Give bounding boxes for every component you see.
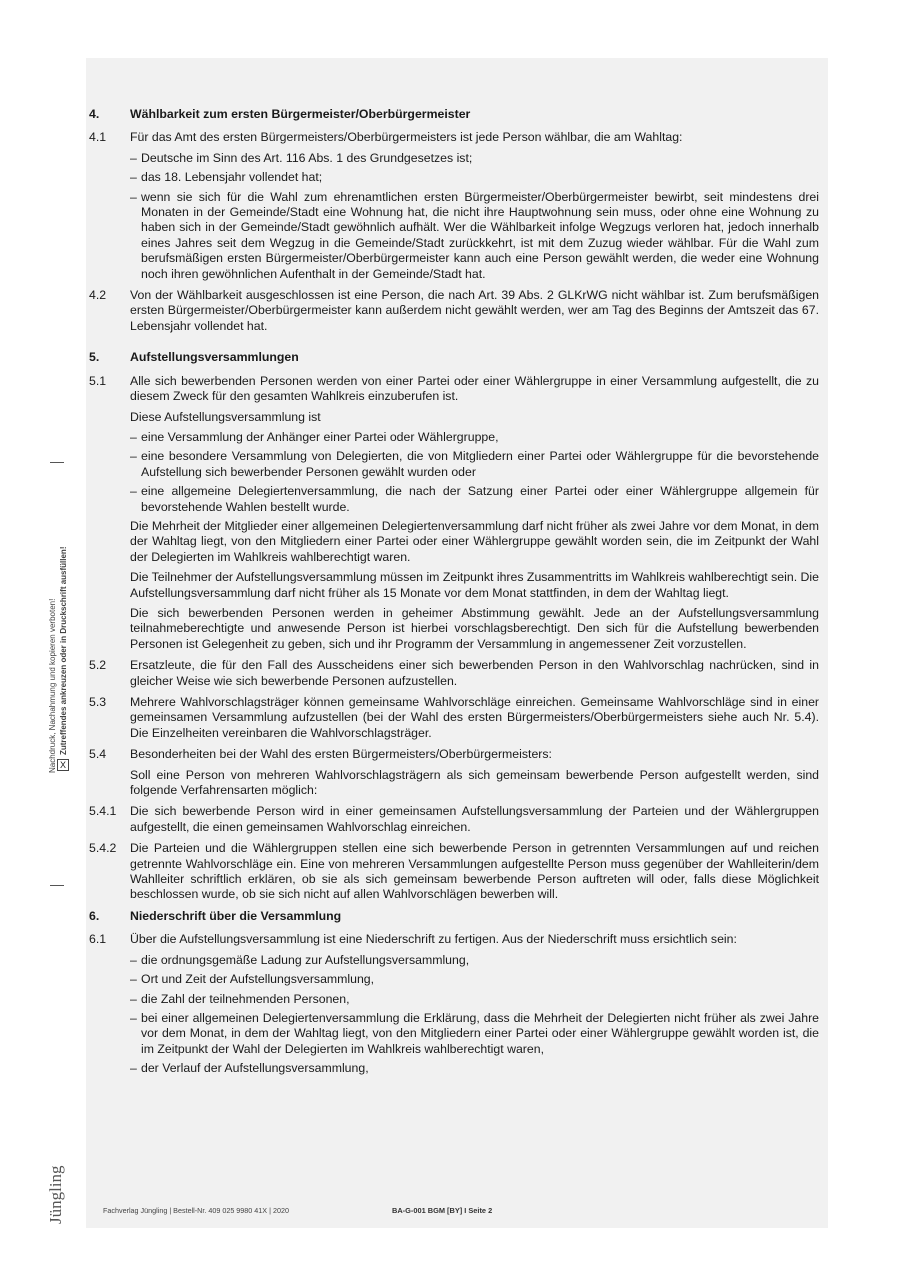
paragraph-5-2	[89, 658, 819, 689]
paragraph-4-1	[89, 130, 819, 282]
section-heading	[89, 107, 819, 122]
footer-publisher: Fachverlag Jüngling | Bestell-Nr. 409 025 9980 41X | 2020	[103, 1206, 289, 1215]
list-item-text: Ort und Zeit der Aufstellungsversammlung,	[141, 972, 375, 987]
section-number: 6.	[89, 908, 100, 923]
paragraph-text: Diese Aufstellungsversammlung ist	[130, 409, 321, 424]
list-item	[130, 170, 819, 185]
section-title: Niederschrift über die Versammlung	[130, 908, 342, 923]
dash: –	[130, 429, 137, 444]
paragraph-text: Die Teilnehmer der Aufstellungsversammlung müssen im Zeitpunkt ihres Zusammentritts im Wahlkreis wahlberechtigt sein. Die Aufstellungsversammlung darf nicht früher als 15 Monate vor dem Monat stattfinden, in dem der Wahltag liegt.	[130, 570, 819, 600]
paragraph-text: Mehrere Wahlvorschlagsträger können gemeinsame Wahlvorschläge einreichen. Gemeinsame Wahlvorschläge sind in einer gemeinsamen Versammlung aufzustellen (bei der Wahl des ersten Bürgermeisters/Oberbürgermeisters siehe auch Nr. 5.4). Die Einzelheiten vereinbaren die Wahlvorschlagsträger.	[130, 695, 819, 740]
list-item-text: Deutsche im Sinn des Art. 116 Abs. 1 des Grundgesetzes ist;	[141, 150, 473, 165]
paragraph-5-3	[89, 695, 819, 741]
paragraph-number: 4.1	[89, 130, 107, 145]
paragraph-5-4-1	[89, 804, 819, 835]
paragraph-number: 4.2	[89, 288, 107, 303]
list-item-text: die Zahl der teilnehmenden Personen,	[141, 991, 350, 1006]
dash: –	[130, 150, 137, 165]
paragraph-number: 5.2	[89, 658, 107, 673]
list-item	[130, 449, 819, 480]
paragraph-text: Über die Aufstellungsversammlung ist eine Niederschrift zu fertigen. Aus der Niederschrift muss ersichtlich sein:	[130, 932, 737, 947]
dash: –	[130, 170, 137, 185]
paragraph-number: 5.4	[89, 747, 107, 762]
paragraph-4-2	[89, 288, 819, 334]
dash: –	[130, 952, 137, 967]
list-item-text: das 18. Lebensjahr vollendet hat;	[141, 170, 323, 185]
section-title: Aufstellungsversammlungen	[130, 350, 299, 365]
paragraph-text: Die Parteien und die Wählergruppen stellen eine sich bewerbende Person in getrennten Versammlungen auf und reichen getrennte Wahlvorschläge ein. Eine von mehreren Versammlungen aufgestellte Person muss gegenüber der Wahlleiterin/dem Wahlleiter schriftlich erklären, ob sie als sich gemeinsam bewerbende Person auftreten will oder, falls diese Möglichkeit beschlossen wurde, ob sie sich nicht auf allen Wahlvorschlägen bewerben will.	[130, 841, 819, 902]
paragraph-number: 5.3	[89, 695, 107, 709]
paragraph-text: Soll eine Person von mehreren Wahlvorschlagsträgern als sich gemeinsam bewerbende Person aufgestellt werden, sind folgende Verfahrensarten möglich:	[130, 767, 819, 798]
list-item	[130, 430, 819, 445]
copy-notice: Nachdruck, Nachahmung und kopieren verboten!	[48, 598, 57, 773]
list-item-text: eine allgemeine Delegiertenversammlung, die nach der Satzung einer Partei oder einer Wählergruppe allgemein für bevorstehende Wahlen bestellt wurde.	[141, 484, 819, 514]
list-item	[130, 992, 819, 1007]
list-item	[130, 484, 819, 515]
list-item-text: bei einer allgemeinen Delegiertenversammlung die Erklärung, dass die Mehrheit der Delegierten nicht früher als zwei Jahre vor dem Monat, in dem der Wahltag liegt, von den Mitgliedern einer Partei oder einer Wählergruppe gewählt worden ist, die im Zeitpunkt der Wahl der Delegierten im Wahlkreis wahlberechtigt waren,	[141, 1010, 819, 1056]
dash: –	[130, 972, 137, 987]
paragraph-number: 5.1	[89, 373, 107, 388]
dash: –	[130, 484, 137, 499]
paragraph-text: Alle sich bewerbenden Personen werden von einer Partei oder einer Wählergruppe in einer Versammlung aufgestellt, die zu diesem Zweck für den gesamten Wahlkreis einzuberufen ist.	[130, 373, 819, 404]
publisher-logo	[38, 1150, 94, 1230]
footer-page-code: BA-G-001 BGM [BY] I Seite 2	[392, 1206, 493, 1215]
list-item	[130, 190, 819, 282]
paragraph-text: Die sich bewerbende Person wird in einer gemeinsamen Aufstellungsversammlung der Parteien und der Wählergruppen aufgestellt, die einen gemeinsamen Wahlvorschlag einreichen.	[130, 804, 819, 834]
paragraph-5-1	[89, 374, 819, 653]
paragraph-text: Die Mehrheit der Mitglieder einer allgemeinen Delegiertenversammlung darf nicht früher als zwei Jahre vor dem Monat, in dem der Wahltag liegt, von den Mitgliedern einer Partei oder einer Wählergruppe gewählt worden sein, die im Zeitpunkt der Wahl der Delegierten im Wahlkreis wahlberechtigt waren.	[130, 518, 819, 564]
list-item-text: eine besondere Versammlung von Delegierten, die von Mitgliedern einer Partei oder Wählergruppe für die bevorstehende Aufstellung sich bewerbender Personen gewählt wurden oder	[141, 449, 819, 479]
list-item	[130, 953, 819, 968]
margin-notes	[46, 533, 68, 773]
list-item	[130, 151, 819, 166]
dash: –	[130, 189, 137, 204]
paragraph-number: 5.4.2	[89, 841, 117, 856]
section-number: 5.	[89, 350, 100, 365]
paragraph-text: Besonderheiten bei der Wahl des ersten Bürgermeisters/Oberbürgermeisters:	[130, 747, 552, 762]
document-body	[89, 107, 819, 1083]
paragraph-5-4-2	[89, 841, 819, 903]
list-item-text: wenn sie sich für die Wahl zum ehrenamtlichen ersten Bürgermeister/Oberbürgermeister bewirbt, seit mindestens drei Monaten in der Gemeinde/Stadt eine Wohnung hat, die nicht ihre Hauptwohnung sein muss, oder ohne eine Wohnung zu haben sich in der Gemeinde/Stadt gewöhnlich aufhält. Wer die Wählbarkeit infolge Wegzugs verloren hat, jedoch innerhalb eines Jahres seit dem Wegzug in die Gemeinde/Stadt zurückkehrt, ist mit dem Zuzug wieder wählbar. Für die Wahl zum berufsmäßigen ersten Bürgermeister/Oberbürgermeister kann auch eine Person gewählt werden, die weder eine Wohnung noch ihren gewöhnlichen Aufenthalt in der Gemeinde/Stadt hat.	[141, 189, 819, 281]
section-number: 4.	[89, 107, 100, 121]
paragraph-number: 6.1	[89, 932, 107, 947]
dash: –	[130, 1010, 137, 1025]
list-item-text: die ordnungsgemäße Ladung zur Aufstellungsversammlung,	[141, 952, 470, 967]
fold-mark	[50, 885, 64, 886]
list-item	[130, 1011, 819, 1057]
list-item	[130, 972, 819, 987]
list-item-text: eine Versammlung der Anhänger einer Partei oder Wählergruppe,	[141, 429, 499, 444]
dash: –	[130, 991, 137, 1006]
paragraph-5-4	[89, 747, 819, 798]
list-item	[130, 1061, 819, 1076]
paragraph-number: 5.4.1	[89, 804, 117, 819]
section-title: Wählbarkeit zum ersten Bürgermeister/Oberbürgermeister	[130, 107, 471, 121]
dash: –	[130, 1061, 137, 1076]
fold-mark	[50, 462, 64, 463]
paragraph-text: Ersatzleute, die für den Fall des Ausscheidens einer sich bewerbenden Person in den Wahlvorschlag nachrücken, sind in gleicher Weise wie sich bewerbende Personen aufzustellen.	[130, 658, 819, 688]
paragraph-text: Für das Amt des ersten Bürgermeisters/Oberbürgermeisters ist jede Person wählbar, die am Wahltag:	[130, 130, 683, 145]
paragraph-6-1	[89, 932, 819, 1076]
list-item-text: der Verlauf der Aufstellungsversammlung,	[141, 1061, 369, 1076]
section-heading	[89, 909, 819, 924]
paragraph-text: Von der Wählbarkeit ausgeschlossen ist eine Person, die nach Art. 39 Abs. 2 GLKrWG nicht wählbar ist. Zum berufsmäßigen ersten Bürgermeister/Oberbürgermeister kann außerdem nicht gewählt werden, wer am Tag des Beginns der Amtszeit das 67. Lebensjahr vollendet hat.	[130, 288, 819, 333]
fill-notice: Zutreffendes ankreuzen oder in Druckschrift ausfüllen!	[59, 546, 68, 755]
logo-text: Jüngling	[46, 1165, 65, 1224]
section-heading	[89, 350, 819, 365]
checkbox[interactable]: X	[57, 759, 69, 771]
dash: –	[130, 449, 137, 464]
paragraph-text: Die sich bewerbenden Personen werden in geheimer Abstimmung gewählt. Jede an der Aufstellungsversammlung teilnahmeberechtigte und anwesende Person ist hierbei vorschlagsberechtigt. Den sich für die Aufstellung bewerbenden Personen ist Gelegenheit zu geben, sich und ihr Programm der Versammlung in angemessener Zeit vorzustellen.	[130, 605, 819, 651]
